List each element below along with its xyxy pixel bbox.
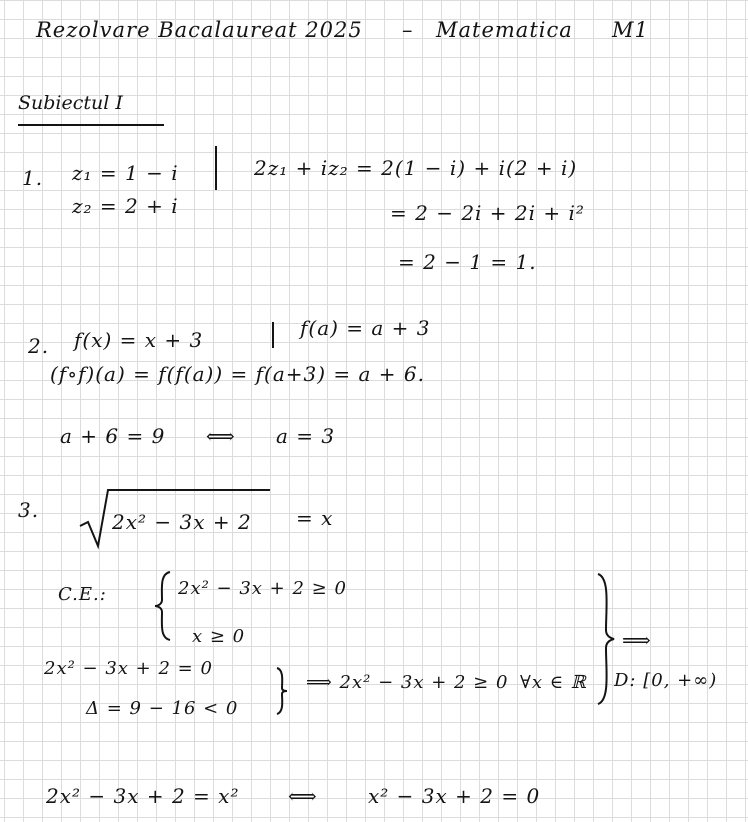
- condition-1: 2x² − 3x + 2 ≥ 0: [178, 578, 347, 599]
- problem-2-function: f(x) = x + 3: [74, 328, 204, 352]
- section-header-underline: [18, 124, 164, 126]
- problem-1-line-2: = 2 − 2i + 2i + i²: [390, 201, 585, 225]
- final-equation-lhs: 2x² − 3x + 2 = x²: [46, 784, 240, 808]
- problem-1-number: 1.: [22, 166, 44, 190]
- final-equivalence: ⟺: [288, 784, 318, 808]
- for-all-reals: ∀x ∈ ℝ: [520, 672, 587, 693]
- title-profile: M1: [612, 18, 649, 42]
- condition-2: x ≥ 0: [192, 626, 246, 647]
- problem-1-z1: z₁ = 1 − i: [72, 161, 179, 185]
- section-header: Subiectul I: [18, 92, 123, 114]
- problem-1-line-1: 2z₁ + iz₂ = 2(1 − i) + i(2 + i): [254, 156, 578, 180]
- discriminant: Δ = 9 − 16 < 0: [86, 698, 239, 719]
- problem-3-radicand: 2x² − 3x + 2: [112, 510, 252, 534]
- quadratic-equation: 2x² − 3x + 2 = 0: [44, 658, 213, 679]
- title-subject: Matematica: [436, 18, 573, 42]
- problem-1-line-3: = 2 − 1 = 1.: [398, 250, 537, 274]
- domain-result: D: [0, +∞): [614, 670, 718, 691]
- discriminant-brace: [274, 666, 290, 716]
- conditions-label: C.E.:: [58, 584, 107, 605]
- problem-2-solution: a = 3: [276, 424, 336, 448]
- problem-2-equivalence: ⟺: [206, 424, 236, 448]
- problem-2-f-of-a: f(a) = a + 3: [300, 316, 431, 340]
- problem-2-composition: (f∘f)(a) = f(f(a)) = f(a+3) = a + 6.: [50, 362, 425, 386]
- problem-3-number: 3.: [18, 498, 40, 522]
- conditions-brace: [152, 570, 174, 642]
- problem-2-number: 2.: [28, 334, 50, 358]
- problem-2-separator: [272, 322, 274, 348]
- title-left: Rezolvare Bacalaureat 2025: [36, 18, 363, 42]
- final-equation-rhs: x² − 3x + 2 = 0: [368, 784, 541, 808]
- problem-1-separator: [215, 146, 217, 190]
- problem-3-rhs: = x: [296, 506, 334, 530]
- domain-implies: ⟹: [622, 628, 652, 652]
- positivity-conclusion: ⟹ 2x² − 3x + 2 ≥ 0: [306, 672, 509, 693]
- title-dash: –: [402, 18, 414, 42]
- problem-1-z2: z₂ = 2 + i: [72, 194, 179, 218]
- problem-2-equation: a + 6 = 9: [60, 424, 166, 448]
